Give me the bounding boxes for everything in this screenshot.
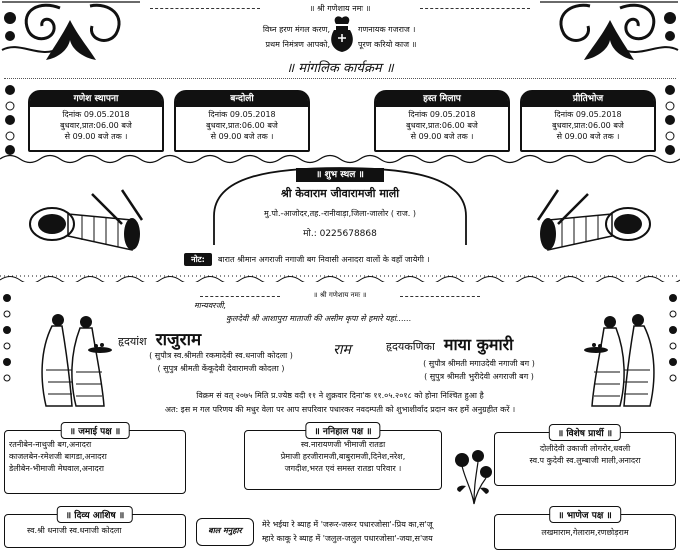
bhanej-panel: [494, 511, 676, 550]
invocation-second: ॥ श्री गणेशाय नमः ॥: [313, 291, 367, 299]
vishesh-title: ॥ विशेष प्रार्थी ॥: [549, 424, 621, 441]
venue-name: श्री केवाराम जीवारामजी माली: [280, 187, 400, 200]
mid-divider: [0, 270, 680, 282]
dhol-drums-right-icon: [508, 184, 658, 260]
event-card-bandoli: [174, 90, 310, 152]
bal-manuhar-logo: बाल मनुहार: [196, 518, 254, 546]
event-time: बुधवार,प्रात:06.00 बजे: [60, 121, 132, 130]
invite-line-1: विक्रम सं वत् २०७५ मिति प्र.ज्येष्ठ वदी ११ ने शुक्रवार दिना'क ११.०५.२०१८ को होना निश्चित हुआ है: [196, 391, 484, 400]
jamai-title: ॥ जमाई पक्ष ॥: [61, 422, 130, 439]
shloka-left: विघ्न हरण मंगल करण, प्रथम निमंत्रण आपको,: [262, 25, 330, 49]
divya-panel: [4, 511, 186, 548]
event-until: से 09.00 बजे तक ।: [556, 132, 620, 141]
divya-line: स्व.श्री धनाजी स्व.धनाजी कोदला: [27, 526, 122, 535]
jamai-line: डेलीबेन-भीमाजी मेघवाल,अनादरा: [9, 464, 104, 473]
groom-parents: ( सुपुत्र श्रीमती केंकूदेवी देवारामजी कोदला ): [157, 364, 285, 373]
event-card-hast-milap: [374, 90, 510, 152]
event-date: दिनांक 09.05.2018: [554, 110, 622, 119]
event-title: बन्दोली: [176, 91, 308, 107]
shloka-right: गणनायक गजराज । पूरण करियो काज ॥: [358, 25, 417, 49]
ram-symbol: राम: [333, 342, 351, 358]
event-title: प्रीतिभोज: [522, 91, 654, 107]
bhanej-title: ॥ भाणेज पक्ष ॥: [549, 506, 621, 523]
event-date: दिनांक 09.05.2018: [408, 110, 476, 119]
event-until: से 09.00 बजे तक ।: [410, 132, 474, 141]
women-with-aarti-right-icon: [574, 310, 660, 410]
jamai-line: रतनीबेन-नाथुजी बग,अनादरा: [9, 440, 92, 449]
vishesh-panel: [494, 429, 676, 486]
nanihal-title: ॥ ननिहाल पक्ष ॥: [305, 422, 380, 439]
event-time: बुधवार,प्रात:06.00 बजे: [406, 121, 478, 130]
divya-title: ॥ दिव्य आशिष ॥: [57, 506, 133, 523]
invite-line-2: अत: इस म गल परिणय की मधुर वेला पर आप सपरिवार पधारकर नवदम्पती को शुभाशीर्वाद प्रदान कर हमें अनुग्रहीत करें ।: [164, 405, 516, 414]
note-label: नोट:: [184, 253, 212, 266]
blessing-text: कुलदेवी श्री आशापुरा माताजी की असीम कृपा से हमारे यहां......: [226, 314, 412, 323]
divider: [150, 8, 260, 9]
side-ornament-left-lower: [0, 290, 14, 420]
venue-phone: मो.: 0225678868: [303, 229, 377, 239]
nanihal-panel: [244, 427, 442, 490]
program-title: ॥ मांगलिक कार्यक्रम ॥: [286, 61, 394, 76]
event-date: दिनांक 09.05.2018: [208, 110, 276, 119]
event-title: हस्त मिलाप: [376, 91, 508, 107]
bride-parents: ( सुपुत्र श्रीमती भुरीदेवी अगराजी बग ): [424, 372, 534, 381]
corner-ornament-left: [0, 0, 140, 72]
bal-line: मेरे भईया रे ब्याह में 'जरूर-जरूर पधारजोसा'-प्रिय का,स'जू: [262, 520, 433, 529]
dhol-drums-left-icon: [22, 184, 172, 260]
venue-address: मु.पो.-आजोदर,तह.-रानीवाड़ा,जिला-जालोर ( राज. ): [264, 209, 416, 218]
nanihal-line: प्रेमाजी हरजीरामजी,बाबुरामजी,दिनेश,नरेश,: [280, 452, 406, 461]
venue-heading: ॥ शुभ स्थल ॥: [296, 168, 384, 182]
event-card-ganesh-sthapana: [28, 90, 164, 152]
groom-name: राजुराम: [155, 330, 202, 350]
vishesh-line: स्व.प कुदेवी स्व.लुम्बाजी माली,अनादरा: [529, 456, 641, 465]
event-date: दिनांक 09.05.2018: [62, 110, 130, 119]
greeting: मान्यवरजी,: [194, 301, 227, 310]
divider: [400, 296, 480, 297]
jamai-line: काजलबेन-रमेशजी बागडा,अनादरा: [9, 452, 107, 461]
groom-prefix: हृदयांश: [118, 335, 147, 348]
event-title: गणेश स्थापना: [30, 91, 162, 107]
jamai-panel: [4, 427, 186, 494]
invocation-top: ॥ श्री गणेशाय नमः ॥: [309, 4, 371, 13]
nanihal-line: जगदीश,भरत एवं समस्त रातडा परिवार ।: [284, 464, 402, 473]
event-until: से 09.00 बजे तक ।: [64, 132, 128, 141]
bride-prefix: हृदयकणिका: [386, 340, 435, 353]
event-card-preetibhoj: [520, 90, 656, 152]
bhanej-line: लखमाराम,गेलाराम,रणछोड़राम: [541, 528, 629, 537]
divider: [4, 78, 676, 81]
divider: [420, 8, 530, 9]
groom-grandparents: ( सुपौत्र स्व.श्रीमती रकमादेवी स्व.धनाजी कोदला ): [149, 351, 293, 360]
note-text: बारात श्रीमान अगराजी नगाजी बग निवासी अनादरा वालों के वहाँ जायेगी ।: [218, 255, 430, 264]
bal-manuhar-text: [262, 518, 472, 546]
groom-heading: [118, 327, 318, 350]
bride-name: माया कुमारी: [443, 335, 514, 354]
scallop-border: [0, 152, 680, 166]
nanihal-line: स्व.नारायणजी भीमाजी रातडा: [300, 440, 386, 449]
side-ornament-right-lower: [666, 290, 680, 420]
bal-line: म्हारे काकू रे ब्याह में 'जलुल-जलुल पधारजोसा'-जया,स'जय: [262, 534, 433, 543]
bride-heading: [386, 333, 586, 355]
event-time: बुधवार,प्रात:06.00 बजे: [552, 121, 624, 130]
event-time: बुधवार,प्रात:06.00 बजे: [206, 121, 278, 130]
corner-ornament-right: [540, 0, 680, 72]
bride-grandparents: ( सुपौत्र श्रीमती मगाउदेवी नगाजी बग ): [423, 359, 535, 368]
vishesh-line: दोलीदेवी उकाजी लोगरोर,धवली: [539, 444, 631, 453]
event-until: से 09.00 बजे तक ।: [210, 132, 274, 141]
kalash-icon: [328, 14, 356, 54]
divider: [200, 296, 280, 297]
